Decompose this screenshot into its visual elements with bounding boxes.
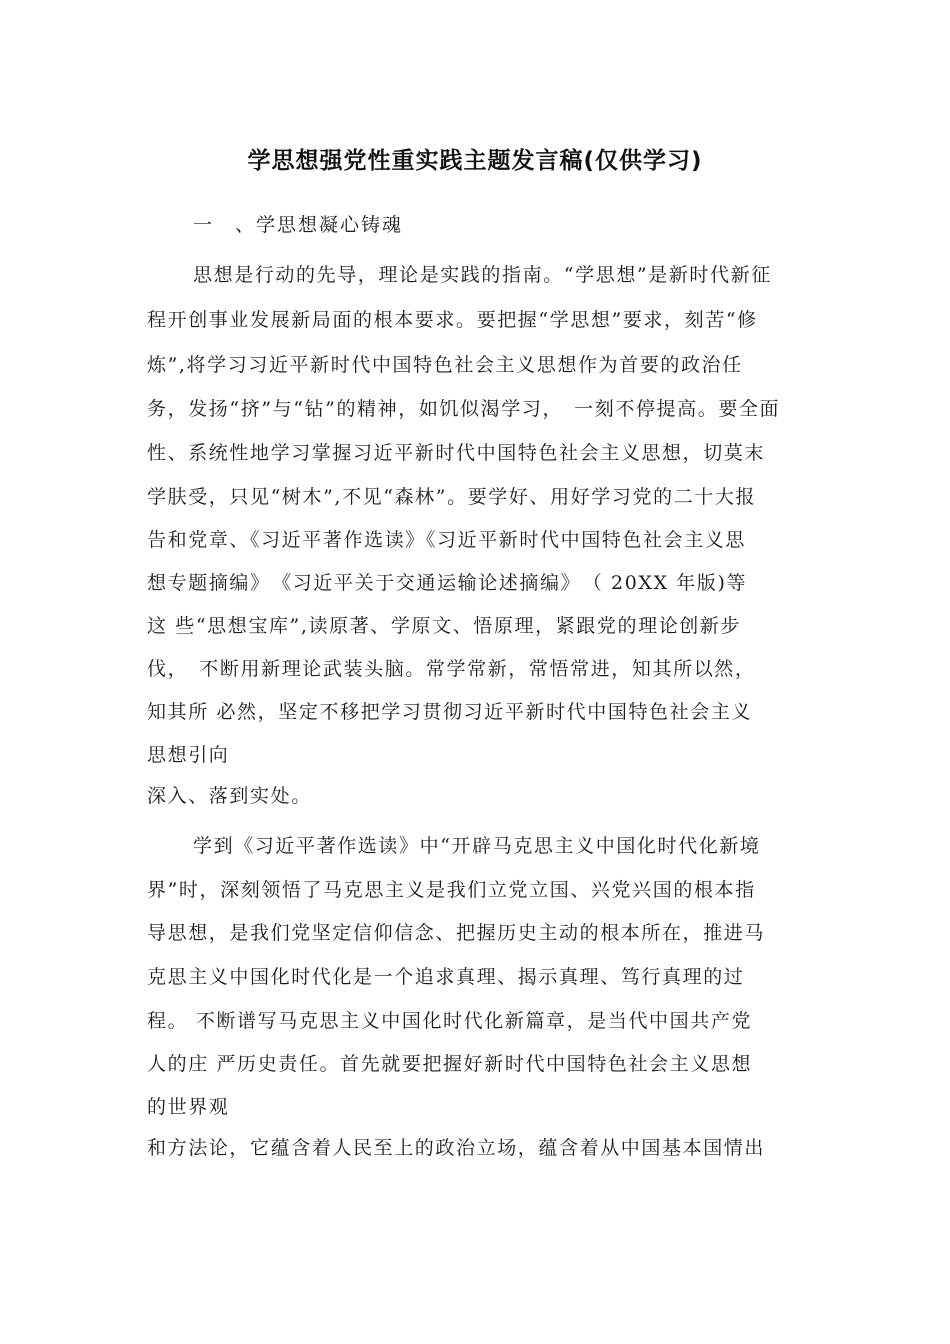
- paragraph-1-line: 炼”,将学习习近平新时代中国特色社会主义思想作为首要的政治任: [147, 354, 743, 376]
- paragraph-1-line: 务，发扬“挤”与“钻”的精神，如饥似渴学习， 一刻不停提高。要全面: [147, 398, 781, 420]
- paragraph-2-line: 程。 不断谱写马克思主义中国化时代化新篇章，是当代中国共产党: [147, 1010, 753, 1032]
- paragraph-1-line: 伐， 不断用新理论武装头脑。常学常新，常悟常进，知其所以然，: [147, 658, 756, 680]
- paragraph-2-line: 界”时，深刻领悟了马克思主义是我们立党立国、兴党兴国的根本指: [147, 879, 756, 901]
- document-title: 学思想强党性重实践主题发言稿(仅供学习): [247, 148, 703, 174]
- paragraph-1-line: 思想是行动的先导，理论是实践的指南。“学思想”是新时代新征: [193, 264, 772, 286]
- paragraph-1-line: 程开创事业发展新局面的根本要求。要把握“学思想”要求，刻苦“修: [147, 309, 758, 331]
- paragraph-1-line: 这 些“思想宝库”,读原著、学原文、悟原理，紧跟党的理论创新步: [147, 615, 742, 637]
- paragraph-1-line: 性、系统性地学习掌握习近平新时代中国特色社会主义思想，切莫末: [147, 442, 766, 464]
- paragraph-1-line: 想专题摘编》 《习近平关于交通运输论述摘编》 （ 20XX 年版)等: [147, 572, 748, 594]
- paragraph-2-line: 人的庄 严历史责任。首先就要把握好新时代中国特色社会主义思想: [147, 1053, 753, 1075]
- paragraph-1-line: 思想引向: [147, 744, 230, 766]
- paragraph-2-line: 克思主义中国化时代化是一个追求真理、揭示真理、笃行真理的过: [147, 966, 745, 988]
- paragraph-2-line: 的世界观: [147, 1096, 230, 1118]
- paragraph-2-line: 导思想，是我们党坚定信仰信念、把握历史主动的根本所在，推进马: [147, 922, 766, 944]
- paragraph-2-line: 和方法论，它蕴含着人民至上的政治立场，蕴含着从中国基本国情出: [147, 1137, 766, 1159]
- paragraph-1-line: 学肤受，只见“树木”,不见“森林”。要学好、用好学习党的二十大报: [147, 486, 757, 508]
- section-heading: 一 、学思想凝心铸魂: [193, 214, 404, 236]
- paragraph-2-line: 学到《习近平著作选读》中“开辟马克思主义中国化时代化新境: [193, 835, 761, 857]
- paragraph-1-line: 告和党章、《习近平著作选读》《习近平新时代中国特色社会主义思: [147, 529, 747, 551]
- paragraph-1-line: 知其所 必然，坚定不移把学习贯彻习近平新时代中国特色社会主义: [147, 701, 753, 723]
- paragraph-1-line: 深入、落到实处。: [147, 785, 312, 807]
